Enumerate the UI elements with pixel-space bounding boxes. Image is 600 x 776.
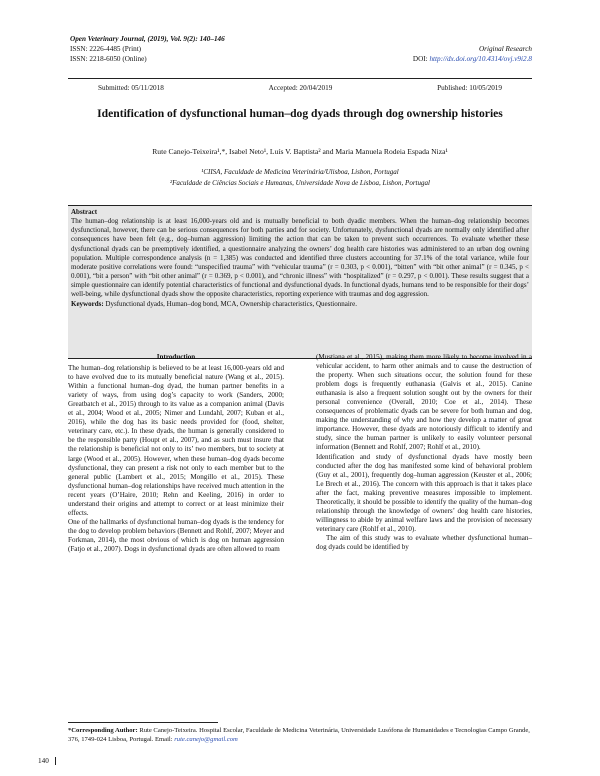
keywords-text: Dysfunctional dyads, Human–dog bond, MCA, Ownership characteristics, Questionnaire. <box>103 299 357 308</box>
paragraph: The human–dog relationship is believed to be at least 16,000-years old and to have evolved due to its mutually beneficial nature (Wang et al., 2015). Within a functional human–dog dyad, the human partner benefits in a variety of ways, from using dog’s capacity to work (Sanders, 2000; Greatbatch et al., 2015) through to its value as a companion animal (Davis et al., 2004; Wood et al., 2005; Nimer and Lundahl, 2007; Kuban et al., 2016), while the dog has its basic needs provided for (food, shelter, veterinary care, etc.). In these dyads, the human is generally considered to be the responsible party (Houpt et al., 2007), and as such must insure that the relationship is beneficial not only to its’ two members, but to society at large (Wood et al., 2005). However, when these human–dog dyads become dysfunctional, they can present a risk not only to each member but to the general public (Lambert et al., 2015; Mongillo et al., 2015). These dysfunctional human–dog relationships have received much attention in the recent years (O’Haire, 2010; Rehn and Keeling, 2016) in order to understand their origins and attempt to correct or at least minimize their effects. <box>68 364 284 517</box>
doi-link[interactable]: http://dx.doi.org/10.4314/ovj.v9i2.8 <box>429 55 532 63</box>
doi <box>413 54 532 64</box>
footnote-text: Rute Canejo-Teixeira. Hospital Escolar, Faculdade de Medicina Veterinária, Universidade Lusófona de Humanidades e Tecnologias Campo Grande, 376, 1749-024 Lisboa, Portugal. Email: <box>68 727 530 743</box>
issn-online: ISSN: 2218-6050 (Online) <box>70 55 147 63</box>
paragraph: The aim of this study was to evaluate whether dysfunctional human–dog dyads could be identified by <box>316 533 532 551</box>
corresponding-author-footnote <box>68 726 532 744</box>
abstract-box <box>68 205 532 359</box>
paragraph: (Mustiana et al., 2015), making them more likely to become involved in a vehicular accident, to harm other animals and to cause the destruction of the property. When such situations occur, the solution found for these problem dogs is frequently euthanasia (Galvis et al., 2015). Canine euthanasia is also a frequent solution sought out by the owners for their personal convenience (Overall, 2010; Coe et al., 2014). These consequences of problematic dyads can be severe for both human and dog, making the understanding of why and how they develop a matter of great importance. However, these dyads are notoriously difficult to identify and study, since the human partner is unlikely to easily volunteer personal information (Bennett and Rohlf, 2007; Rohlf et al., 2010). <box>316 353 532 452</box>
article-type: Original Research <box>478 45 532 53</box>
journal-header <box>70 34 225 64</box>
author-list: Rute Canejo-Teixeira¹,*, Isabel Neto¹, Luís V. Baptista² and Maria Manuela Rodeia Espada Niza¹ <box>152 147 448 156</box>
submitted-date: Submitted: 05/11/2018 <box>98 84 164 92</box>
affiliation-1: ¹CIISA, Faculdade de Medicina Veterinária/Ulisboa, Lisbon, Portugal <box>201 168 399 176</box>
keywords-label: Keywords: <box>71 299 104 308</box>
dates-row <box>68 84 532 92</box>
affiliation-2: ²Faculdade de Ciências Sociais e Humanas, Universidade Nova de Lisboa, Lisbon, Portugal <box>170 179 430 187</box>
abstract-text: The human–dog relationship is at least 16,000-years old and is mutually beneficial to both dyadic members. When the human–dog relationship becomes dysfunctional, however, there can be serious consequences for both parties and for society. Unfortunately, dysfunctional dyads are normally only identified after consequences have been felt (e.g., dog–human aggression) limiting the action that can be taken to prevent such occurrences. To evaluate whether these dysfunctional dyads can be preemptively identified, a questionnaire analyzing the owners’ dog health care histories was administered to an urban dog owning population. Multiple correspondence analysis (n = 1,385) was conducted and identified three clusters accounting for 37.1% of the total variance, while four moderate positive correlations were found: “unspecified trauma” with “vehicular trauma” (r = 0.303, p < 0.001), “bitten” with “bit other animal” (r = 0.345, p < 0.001), “bit a person” with “bit other animal” (r = 0.369, p < 0.001), and “chronic illness” with “hospitalized” (r = 0.297, p < 0.001). These results suggest that a simple questionnaire can identify potential characteristics of functional and dysfunctional dyads. In functional dyads, humans tend to be responsible for their dogs’ well-being, while dysfunctional dyads show the opposite characteristics, reporting experience with traumas and dog aggression. <box>71 217 529 299</box>
page-number: 140 <box>38 757 56 765</box>
paragraph: One of the hallmarks of dysfunctional human–dog dyads is the tendency for the dog to develop problem behaviors (Bennett and Rohlf, 2007; Meyer and Forkman, 2014), the most obvious of which is dog on human aggression (Fatjo et al., 2007). Dogs in dysfunctional dyads are often allowed to roam <box>68 517 284 553</box>
paper-title: Identification of dysfunctional human–dog dyads through dog ownership histories <box>97 107 503 120</box>
journal-title: Open Veterinary Journal, (2019), Vol. 9(2): 140–146 <box>70 35 225 43</box>
email-link[interactable]: rute.canejo@gmail.com <box>174 736 238 743</box>
issn-print: ISSN: 2226-4485 (Print) <box>70 45 142 53</box>
doi-label: DOI: <box>412 55 430 63</box>
footnote-label: *Corresponding Author: <box>68 727 138 734</box>
accepted-date: Accepted: 20/04/2019 <box>268 84 333 92</box>
footnote-rule <box>68 722 218 723</box>
article-meta <box>413 44 532 64</box>
column-left <box>68 353 284 554</box>
paragraph: Identification and study of dysfunctional dyads have mostly been conducted after the dog has manifested some kind of behavioral problem (Guy et al., 2001), frequently dog–human aggression (Keuster et al., 2006; Le Brech et al., 2016). The concern with this approach is that it takes place after the fact, making preventive measures impossible to implement. Theoretically, it should be possible to identify the quality of the human–dog relationship through the knowledge of owners’ dog health care histories, willingness to abide by animal welfare laws and the provision of necessary veterinary care (Rohlf et al., 2010). <box>316 452 532 533</box>
header-rule <box>68 78 532 79</box>
published-date: Published: 10/05/2019 <box>437 84 502 92</box>
abstract-label: Abstract <box>71 208 98 216</box>
intro-heading: Introduction <box>156 353 196 361</box>
keywords <box>71 300 529 309</box>
column-right <box>316 353 532 552</box>
